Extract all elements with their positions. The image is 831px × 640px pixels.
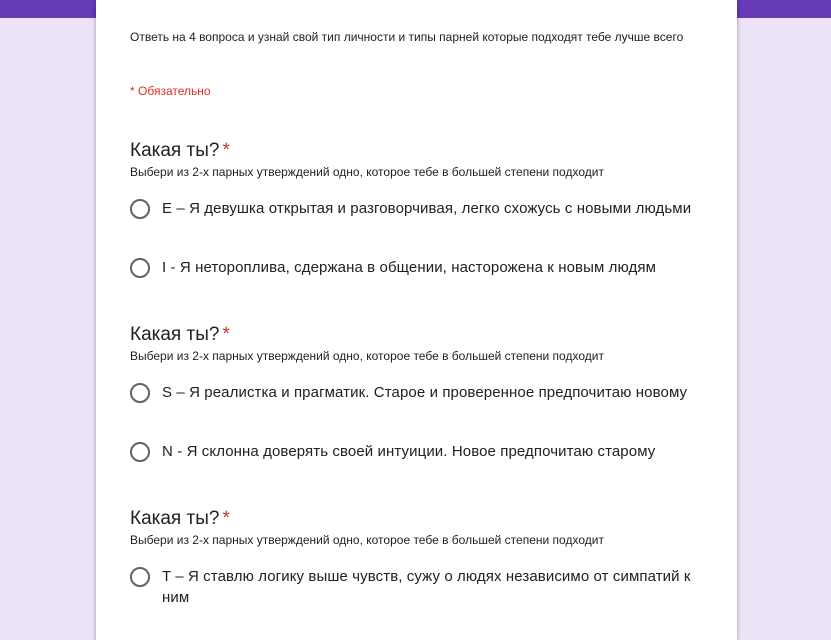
question-help: Выбери из 2-х парных утверждений одно, которое тебе в большей степени подходит bbox=[130, 533, 604, 547]
option-label[interactable]: T – Я ставлю логику выше чувств, сужу о людях независимо от симпатий к ним bbox=[162, 568, 691, 606]
question-title-text: Какая ты? bbox=[130, 508, 220, 529]
required-note: * Обязательно bbox=[130, 84, 211, 98]
radio-button[interactable] bbox=[130, 258, 150, 278]
option-label[interactable]: S – Я реалистка и прагматик. Старое и проверенное предпочитаю новому bbox=[162, 384, 688, 401]
question-3 bbox=[130, 507, 710, 606]
option-label[interactable]: I - Я неторопливa, сдержана в общении, настороженa к новым людям bbox=[162, 259, 657, 276]
radio-button[interactable] bbox=[130, 383, 150, 403]
question-2 bbox=[130, 323, 710, 460]
required-star: * bbox=[222, 324, 230, 345]
form-description: Ответь на 4 вопроса и узнай свой тип личности и типы парней которые подходят тебе лучше всего bbox=[130, 30, 684, 44]
question-title-text: Какая ты? bbox=[130, 140, 220, 161]
option-label[interactable]: N - Я склонна доверять своей интуиции. Новое предпочитаю старому bbox=[162, 443, 656, 460]
required-star: * bbox=[222, 140, 230, 161]
required-star: * bbox=[222, 508, 230, 529]
radio-button[interactable] bbox=[130, 442, 150, 462]
option-label[interactable]: E – Я девушка открытая и разговорчивая, легко схожусь с новыми людьми bbox=[162, 200, 692, 217]
question-help: Выбери из 2-х парных утверждений одно, которое тебе в большей степени подходит bbox=[130, 349, 604, 363]
question-title bbox=[130, 507, 710, 531]
question-title-text: Какая ты? bbox=[130, 324, 220, 345]
question-title bbox=[130, 139, 710, 163]
question-1 bbox=[130, 139, 710, 276]
question-title bbox=[130, 323, 710, 347]
question-help: Выбери из 2-х парных утверждений одно, которое тебе в большей степени подходит bbox=[130, 165, 604, 179]
radio-button[interactable] bbox=[130, 567, 150, 587]
radio-button[interactable] bbox=[130, 199, 150, 219]
